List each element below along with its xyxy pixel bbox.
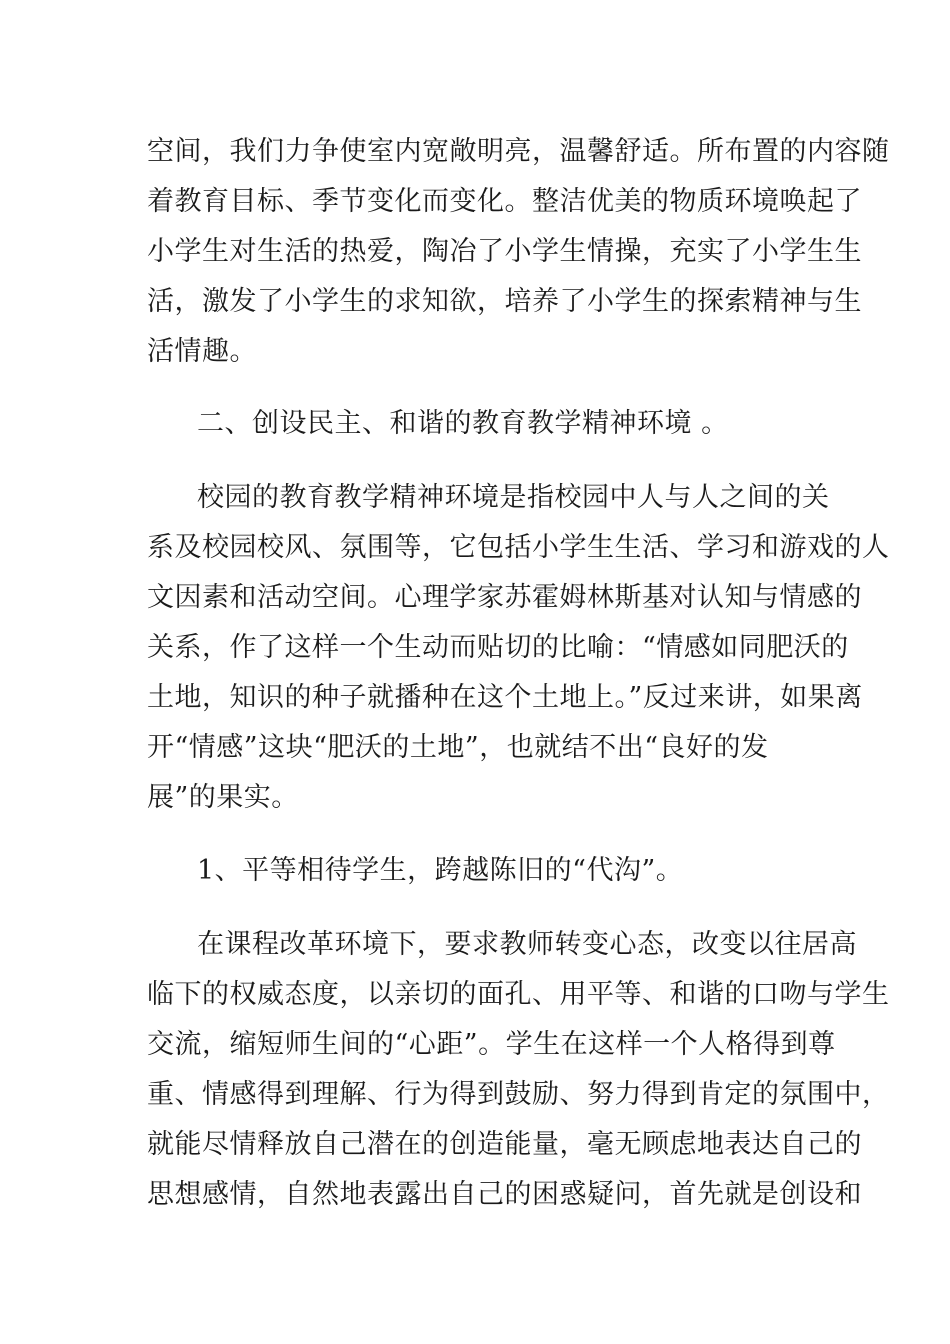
paragraph-line: 开“情感”这块“肥沃的土地”，也就结不出“良好的发 [147, 732, 769, 763]
section-heading-text: 二、创设民主、和谐的教育教学精神环境 。 [197, 408, 729, 439]
paragraph-line: 思想感情，自然地表露出自己的困惑疑问，首先就是创设和 [147, 1179, 862, 1210]
subsection-heading-text: 1、平等相待学生，跨越陈旧的“代沟”。 [197, 855, 684, 886]
paragraph-line: 关系，作了这样一个生动而贴切的比喻：“情感如同肥沃的 [147, 632, 849, 663]
subsection-heading [147, 846, 807, 896]
paragraph-line: 交流，缩短师生间的“心距”。学生在这样一个人格得到尊 [147, 1029, 836, 1060]
paragraph-line: 活，激发了小学生的求知欲，培养了小学生的探索精神与生 [147, 286, 862, 317]
paragraph-line: 空间，我们力争使室内宽敞明亮，温馨舒适。所布置的内容随 [147, 136, 890, 167]
paragraph-line: 校园的教育教学精神环境是指校园中人与人之间的关 [197, 482, 830, 513]
section-heading [147, 399, 807, 449]
paragraph-line: 展”的果实。 [147, 782, 299, 813]
paragraph-line: 活情趣。 [147, 336, 257, 367]
paragraph-line: 着教育目标、季节变化而变化。整洁优美的物质环境唤起了 [147, 186, 862, 217]
paragraph-line: 文因素和活动空间。心理学家苏霍姆林斯基对认知与情感的 [147, 582, 862, 613]
paragraph-line: 系及校园校风、氛围等，它包括小学生生活、学习和游戏的人 [147, 532, 890, 563]
paragraph-line: 小学生对生活的热爱，陶冶了小学生情操，充实了小学生生 [147, 236, 862, 267]
paragraph-2 [147, 473, 890, 823]
paragraph-3 [147, 920, 890, 1220]
paragraph-line: 土地，知识的种子就播种在这个土地上。”反过来讲，如果离 [147, 682, 863, 713]
paragraph-line: 临下的权威态度，以亲切的面孔、用平等、和谐的口吻与学生 [147, 979, 890, 1010]
paragraph-line: 在课程改革环境下，要求教师转变心态，改变以往居高 [197, 929, 857, 960]
paragraph-line: 重、情感得到理解、行为得到鼓励、努力得到肯定的氛围中， [147, 1079, 890, 1110]
paragraph-1 [147, 127, 890, 377]
paragraph-line: 就能尽情释放自己潜在的创造能量，毫无顾虑地表达自己的 [147, 1129, 862, 1160]
